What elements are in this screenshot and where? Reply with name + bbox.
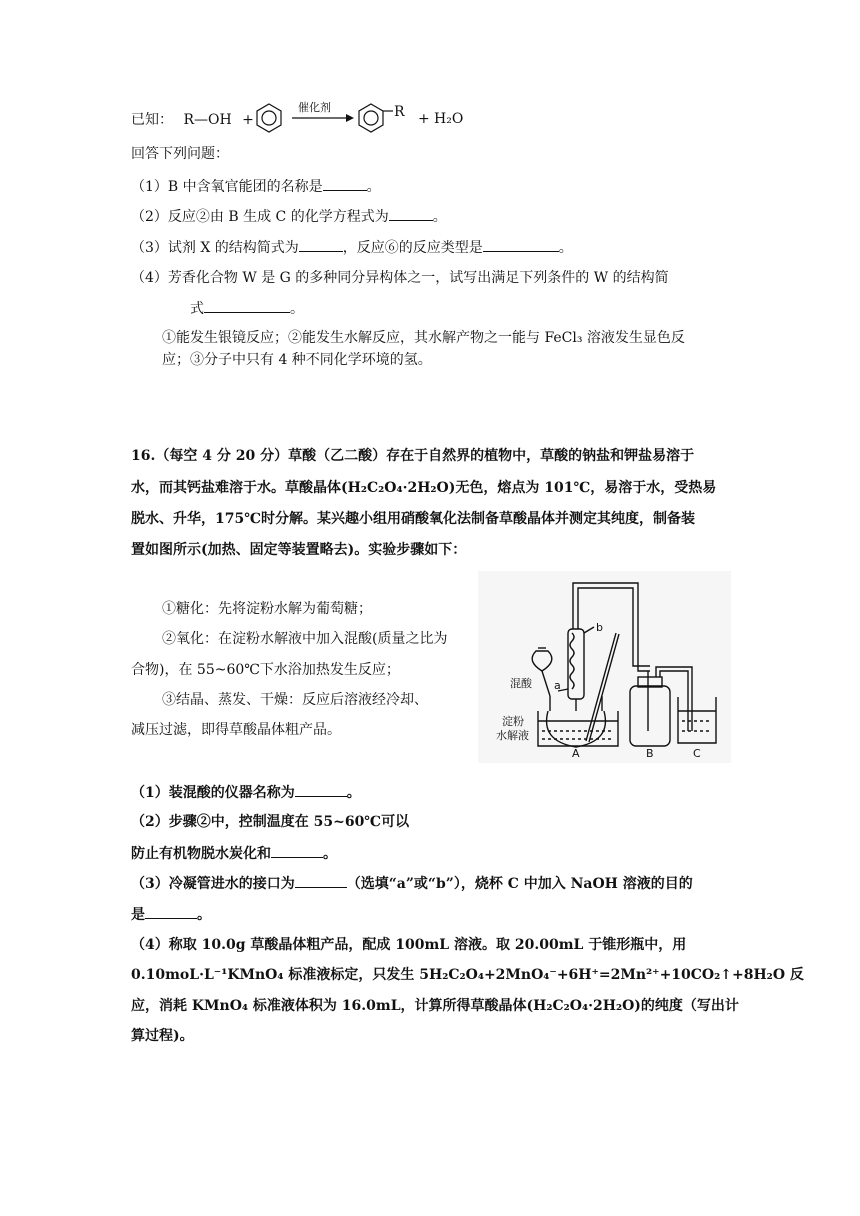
- reaction-arrowhead: [346, 114, 354, 122]
- q15-4-text: 式: [190, 301, 204, 317]
- q16-3-text: （3）冷凝管进水的接口为: [131, 876, 295, 892]
- q16-item-3-line1: [131, 873, 693, 894]
- step-2-line1: ②氧化：在淀粉水解液中加入混酸(质量之比为: [162, 631, 448, 647]
- q16-3-rest: （选填“a”或“b”），烧杯 C 中加入 NaOH 溶液的目的: [346, 876, 693, 892]
- plus-sign: +: [242, 112, 254, 128]
- q16-intro-line4: 置如图所示(加热、固定等装置略去)。实验步骤如下：: [131, 542, 467, 558]
- q16-1-end: 。: [346, 785, 361, 801]
- q15-2-end: 。: [432, 209, 447, 225]
- q15-item-4-line2: [190, 298, 304, 319]
- step-1: ①糖化：先将淀粉水解为葡萄糖；: [162, 601, 372, 617]
- step-2-line2: 合物)，在 55~60℃下水浴加热发生反应；: [131, 662, 400, 678]
- conditions-line1: ①能发生银镜反应；②能发生水解反应，其水解产物之一能与 FeCl₃ 溶液发生显色反: [162, 330, 685, 346]
- reactant-roh: R—OH: [183, 112, 232, 128]
- step-3-line1: ③结晶、蒸发、干燥：反应后溶液经冷却、: [162, 692, 428, 708]
- water-product: H₂O: [434, 111, 464, 127]
- label-starch-1: 淀粉: [502, 715, 524, 728]
- answer-blank[interactable]: [204, 298, 290, 313]
- q16-item-4-line3: 应，消耗 KMnO₄ 标准液体积为 16.0mL，计算所得草酸晶体(H₂C₂O₄·2H₂O)的纯度（写出计: [131, 998, 739, 1014]
- answer-blank[interactable]: [295, 873, 347, 888]
- benzene-ring-2: [359, 104, 393, 132]
- q15-4-end: 。: [290, 301, 304, 317]
- reaction-scheme: [252, 98, 482, 138]
- q15-1-end: 。: [366, 179, 381, 195]
- label-A: A: [572, 747, 580, 760]
- answer-blank[interactable]: [389, 206, 433, 221]
- q16-item-4-line4: 算过程)。: [131, 1028, 194, 1044]
- q16-2-end: 。: [323, 846, 337, 862]
- label-B: B: [646, 747, 654, 760]
- q16-1-text: （1）装混酸的仪器名称为: [131, 785, 295, 801]
- answer-blank[interactable]: [271, 843, 323, 858]
- benzene-ring-1: [257, 104, 281, 132]
- q16-item-4-line2: 0.10moL·L⁻¹KMnO₄ 标准液标定，只发生 5H₂C₂O₄+2MnO₄⁻+6H⁺=2Mn²⁺+10CO₂↑+8H₂O 反: [131, 967, 804, 983]
- q15-3-mid: ，反应⑥的反应类型是: [342, 240, 483, 256]
- answer-blank[interactable]: [323, 176, 367, 191]
- q16-item-3-line2: [131, 904, 211, 925]
- conditions-line2: 应；③分子中只有 4 种不同化学环境的氢。: [162, 352, 432, 368]
- q16-item-2-line1: （2）步骤②中，控制温度在 55~60℃可以: [131, 814, 410, 830]
- q16-item-1: [131, 782, 361, 803]
- step-3-line2: 减压过滤，即得草酸晶体粗产品。: [131, 722, 341, 738]
- known-reaction: [131, 110, 254, 130]
- product-substituent: R: [394, 104, 405, 120]
- plus-sign-2: +: [418, 111, 430, 127]
- q15-item-2: [131, 206, 447, 227]
- q15-1-text: （1）B 中含氧官能团的名称是: [131, 179, 323, 195]
- answer-prompt: 回答下列问题：: [131, 146, 229, 162]
- label-a: a: [554, 679, 561, 692]
- q16-intro-line1: 16.（每空 4 分 20 分）草酸（乙二酸）存在于自然界的植物中，草酸的钠盐和钾盐易溶于: [131, 448, 695, 464]
- q16-intro-line3: 脱水、升华，175℃时分解。某兴趣小组用硝酸氧化法制备草酸晶体并测定其纯度，制备装: [131, 511, 695, 527]
- label-mixed-acid: 混酸: [510, 677, 532, 690]
- apparatus-diagram: [478, 571, 731, 763]
- answer-blank[interactable]: [483, 237, 559, 252]
- q16-item-2-line2: [131, 843, 337, 864]
- q15-item-4-line1: （4）芳香化合物 W 是 G 的多种同分异构体之一，试写出满足下列条件的 W 的结构简: [131, 270, 669, 286]
- q16-intro-line2: 水，而其钙盐难溶于水。草酸晶体(H₂C₂O₄·2H₂O)无色，熔点为 101℃，易溶于水，受热易: [131, 480, 717, 496]
- q16-item-4-line1: （4）称取 10.0g 草酸晶体粗产品，配成 100mL 溶液。取 20.00mL 于锥形瓶中，用: [131, 937, 687, 953]
- q15-item-1: [131, 176, 381, 197]
- q15-2-text: （2）反应②由 B 生成 C 的化学方程式为: [131, 209, 389, 225]
- answer-blank[interactable]: [299, 237, 343, 252]
- q16-3-line2-end: 。: [197, 907, 211, 923]
- catalyst-label: 催化剂: [298, 101, 331, 114]
- q15-3-end: 。: [558, 240, 573, 256]
- label-C: C: [693, 747, 701, 760]
- answer-blank[interactable]: [145, 904, 197, 919]
- known-prefix: 已知：: [131, 112, 173, 128]
- label-starch-2: 水解液: [496, 729, 529, 742]
- q16-3-line2-text: 是: [131, 907, 145, 923]
- answer-blank[interactable]: [295, 782, 347, 797]
- q15-3-text: （3）试剂 X 的结构简式为: [131, 240, 299, 256]
- q16-2-text: 防止有机物脱水炭化和: [131, 846, 271, 862]
- label-b: b: [596, 621, 603, 634]
- q15-item-3: [131, 237, 573, 258]
